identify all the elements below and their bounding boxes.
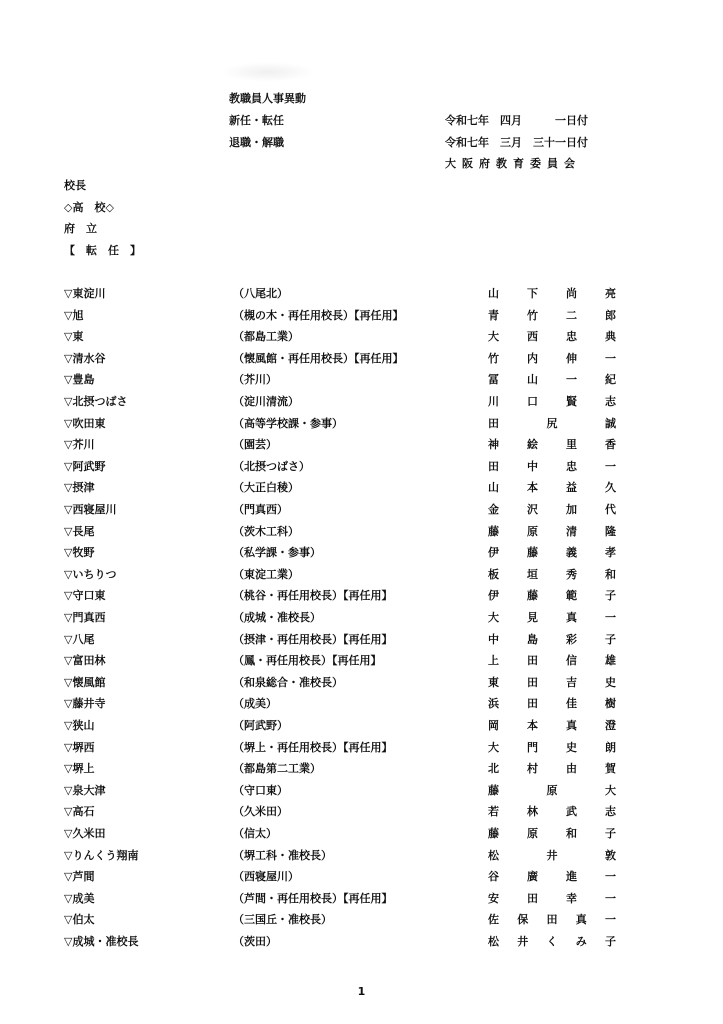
- person-name: 神 絵 里 香: [488, 438, 616, 452]
- document-title: 教職員人事異動: [229, 92, 306, 105]
- previous-post: （摂津・再任用校長）【再任用】: [233, 632, 393, 646]
- person-name: 岡 本 真 澄: [488, 719, 616, 732]
- person-name: 若 林 武 志: [488, 805, 616, 819]
- person-name: 佐 保 田 真 一: [488, 913, 616, 927]
- table-row: [64, 913, 624, 927]
- table-row: [64, 741, 624, 755]
- previous-post: （私学課・参事）: [233, 546, 321, 560]
- person-name: 松 井 く み 子: [488, 935, 616, 948]
- previous-post: （守口東）: [233, 783, 288, 797]
- table-row: [64, 352, 624, 366]
- previous-post: （高等学校課・参事）: [233, 416, 343, 430]
- school-name: ▽東淀川: [64, 287, 106, 300]
- person-name: 金 沢 加 代: [488, 503, 616, 516]
- school-name: ▽成城・准校長: [64, 935, 139, 948]
- new-transfer-label: 新任・転任: [229, 114, 284, 127]
- person-name: 田 尻 誠: [488, 416, 616, 430]
- table-row: [64, 309, 624, 323]
- person-name: 藤 原 大: [488, 783, 616, 797]
- table-row: [64, 417, 624, 431]
- school-name: ▽東: [64, 330, 84, 344]
- previous-post: （淀川清流）: [233, 395, 299, 408]
- table-row: [64, 719, 624, 733]
- person-name: 東 田 吉 史: [488, 675, 616, 689]
- previous-post: （堺工科・准校長）: [233, 848, 332, 862]
- table-row: [64, 870, 624, 884]
- school-name: ▽阿武野: [64, 459, 106, 473]
- previous-post: （懐風館・再任用校長）【再任用】: [233, 351, 404, 365]
- school-name: ▽北摂つばさ: [64, 395, 128, 408]
- person-name: 伊 藤 範 子: [488, 589, 616, 603]
- school-name: ▽清水谷: [64, 351, 106, 365]
- table-row: [64, 546, 624, 560]
- previous-post: （都島工業）: [233, 330, 299, 344]
- person-name: 板 垣 秀 和: [488, 567, 616, 581]
- previous-post: （茨木工科）: [233, 524, 299, 538]
- table-row: [64, 762, 624, 776]
- table-row: [64, 676, 624, 690]
- table-row: [64, 935, 624, 949]
- person-name: 大 門 史 朗: [488, 740, 616, 754]
- school-name: ▽狭山: [64, 719, 95, 732]
- table-row: [64, 330, 624, 344]
- person-name: 藤 原 和 子: [488, 827, 616, 840]
- school-name: ▽伯太: [64, 913, 95, 927]
- person-name: 中 島 彩 子: [488, 632, 616, 646]
- previous-post: （成美）: [233, 697, 277, 711]
- person-name: 北 村 由 賀: [488, 762, 616, 776]
- table-row: [64, 849, 624, 863]
- previous-post: （鳳・再任用校長）【再任用】: [233, 654, 382, 668]
- person-name: 上 田 信 雄: [488, 654, 616, 668]
- school-name: ▽守口東: [64, 589, 106, 603]
- table-row: [64, 503, 624, 517]
- new-transfer-date: 令和七年 四月 一日付: [445, 114, 588, 127]
- person-name: 安 田 幸 一: [488, 891, 616, 905]
- school-name: ▽牧野: [64, 546, 95, 560]
- person-name: 冨 山 一 紀: [488, 373, 616, 387]
- previous-post: （三国丘・准校長）: [233, 913, 332, 927]
- previous-post: （久米田）: [233, 805, 288, 819]
- previous-post: （成城・准校長）: [233, 611, 321, 624]
- school-name: ▽泉大津: [64, 783, 106, 797]
- school-name: ▽懐風館: [64, 675, 106, 689]
- table-row: [64, 287, 624, 301]
- person-name: 藤 原 清 隆: [488, 524, 616, 538]
- school-name: ▽西寝屋川: [64, 503, 117, 516]
- table-row: [64, 805, 624, 819]
- person-name: 松 井 敦: [488, 848, 616, 862]
- school-name: ▽堺上: [64, 762, 95, 776]
- table-row: [64, 481, 624, 495]
- school-name: ▽長尾: [64, 524, 95, 538]
- school-name: ▽堺西: [64, 740, 95, 754]
- category-heading: 【 転 任 】: [64, 244, 141, 257]
- school-name: ▽藤井寺: [64, 697, 106, 711]
- table-row: [64, 568, 624, 582]
- table-row: [64, 827, 624, 841]
- previous-post: （芥川）: [233, 373, 277, 387]
- previous-post: （大正白稜）: [233, 481, 299, 495]
- person-name: 浜 田 佳 樹: [488, 697, 616, 711]
- person-name: 山 本 益 久: [488, 481, 616, 495]
- previous-post: （和泉総合・准校長）: [233, 675, 343, 689]
- previous-post: （東淀工業）: [233, 567, 299, 581]
- table-row: [64, 460, 624, 474]
- table-row: [64, 395, 624, 409]
- school-name: ▽りんくう翔南: [64, 848, 139, 862]
- previous-post: （園芸）: [233, 438, 277, 452]
- issuer: 大阪府教育委員会: [445, 157, 581, 170]
- person-name: 竹 内 伸 一: [488, 351, 616, 365]
- table-row: [64, 784, 624, 798]
- table-row: [64, 654, 624, 668]
- previous-post: （阿武野）: [233, 719, 288, 732]
- school-name: ▽成美: [64, 891, 95, 905]
- person-name: 伊 藤 義 孝: [488, 546, 616, 560]
- previous-post: （堺上・再任用校長）【再任用】: [233, 740, 393, 754]
- person-name: 山 下 尚 亮: [488, 287, 616, 300]
- position-heading: 校長: [64, 179, 86, 192]
- school-name: ▽門真西: [64, 611, 106, 624]
- school-name: ▽吹田東: [64, 416, 106, 430]
- table-row: [64, 697, 624, 711]
- previous-post: （槻の木・再任用校長）【再任用】: [233, 308, 404, 322]
- school-name: ▽八尾: [64, 632, 95, 646]
- previous-post: （茨田）: [233, 935, 277, 948]
- scan-smudge: [222, 62, 314, 82]
- previous-post: （桃谷・再任用校長）【再任用】: [233, 589, 393, 603]
- table-row: [64, 373, 624, 387]
- table-row: [64, 589, 624, 603]
- school-type-heading: ◇高 校◇: [64, 201, 114, 214]
- person-name: 谷 廣 進 一: [488, 870, 616, 884]
- previous-post: （八尾北）: [233, 287, 288, 300]
- previous-post: （門真西）: [233, 503, 288, 516]
- school-name: ▽芦間: [64, 870, 95, 884]
- table-row: [64, 633, 624, 647]
- person-name: 大 西 忠 典: [488, 330, 616, 344]
- previous-post: （芦間・再任用校長）【再任用】: [233, 891, 393, 905]
- page-number: 1: [357, 985, 366, 998]
- previous-post: （信太）: [233, 827, 277, 840]
- previous-post: （北摂つばさ）: [233, 459, 310, 473]
- school-name: ▽高石: [64, 805, 95, 819]
- table-row: [64, 611, 624, 625]
- previous-post: （西寝屋川）: [233, 870, 299, 884]
- retirement-date: 令和七年 三月 三十一日付: [445, 136, 588, 149]
- person-name: 田 中 忠 一: [488, 459, 616, 473]
- school-name: ▽豊島: [64, 373, 95, 387]
- table-row: [64, 525, 624, 539]
- retirement-label: 退職・解職: [229, 136, 284, 149]
- school-name: ▽旭: [64, 308, 84, 322]
- school-name: ▽いちりつ: [64, 567, 117, 581]
- school-name: ▽富田林: [64, 654, 106, 668]
- school-name: ▽摂津: [64, 481, 95, 495]
- school-name: ▽芥川: [64, 438, 95, 452]
- person-name: 川 口 賢 志: [488, 395, 616, 408]
- school-name: ▽久米田: [64, 827, 106, 840]
- table-row: [64, 892, 624, 906]
- person-name: 大 見 真 一: [488, 611, 616, 624]
- previous-post: （都島第二工業）: [233, 762, 321, 776]
- table-row: [64, 438, 624, 452]
- prefecture-heading: 府 立: [64, 222, 97, 235]
- person-name: 青 竹 二 郎: [488, 308, 616, 322]
